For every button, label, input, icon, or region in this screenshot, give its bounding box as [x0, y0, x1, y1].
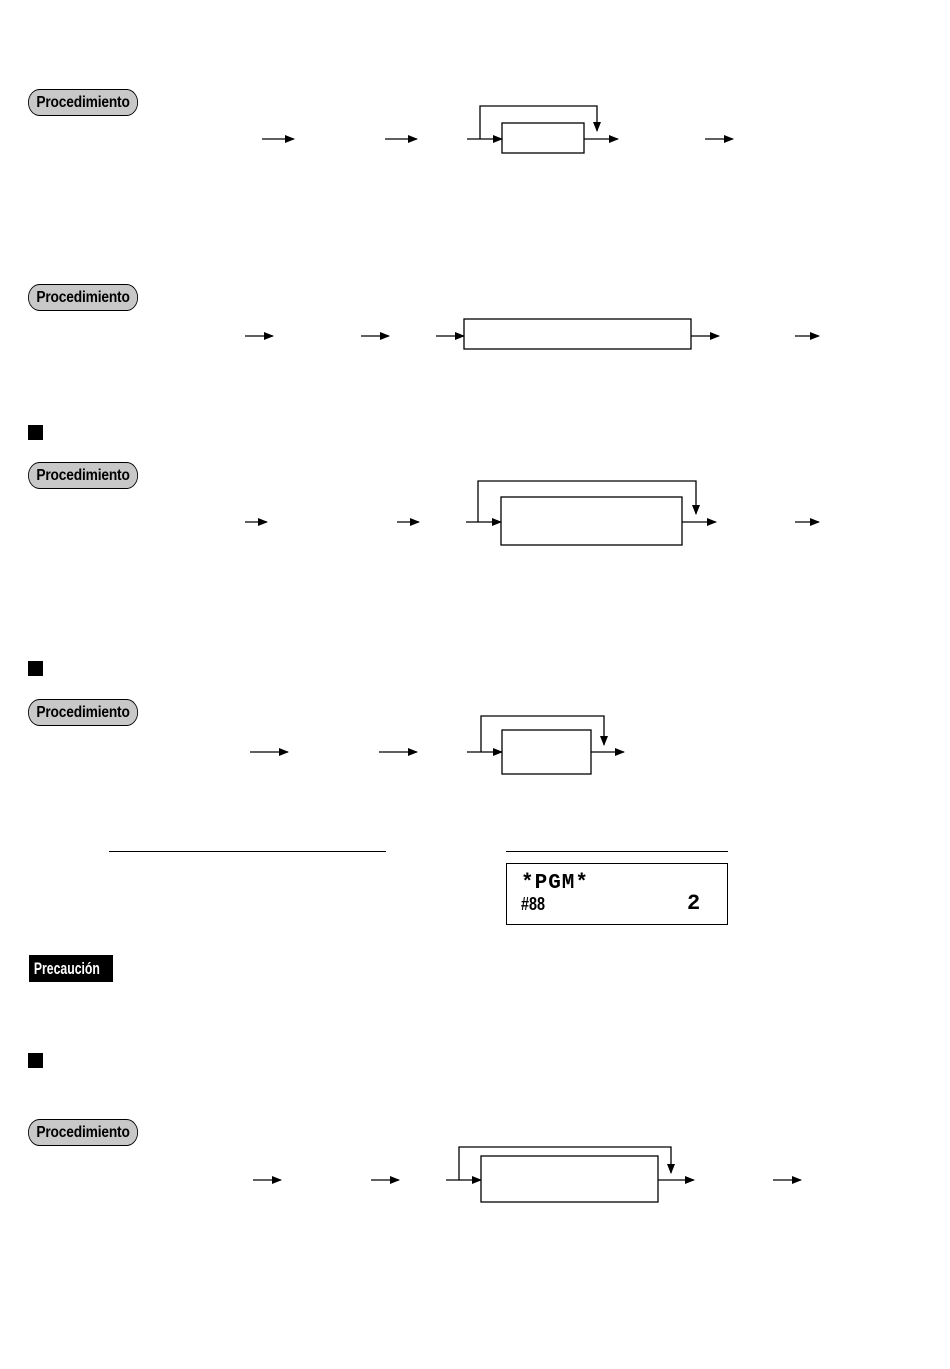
example-rule-left — [109, 851, 386, 852]
procedure-badge-2: Procedimiento — [28, 284, 138, 311]
flow-box — [481, 1156, 658, 1202]
flow-box — [502, 730, 591, 774]
section-bullet-3 — [28, 1053, 43, 1068]
loop-line — [459, 1147, 671, 1180]
loop-line — [478, 481, 696, 522]
flow-box — [502, 123, 584, 153]
display-line-1: *PGM* — [521, 872, 590, 895]
flow-box — [501, 497, 682, 545]
procedure-badge-4: Procedimiento — [28, 699, 138, 726]
loop-line — [481, 716, 604, 752]
flow-diagram-1 — [0, 100, 950, 180]
section-bullet-2 — [28, 661, 43, 676]
flow-diagram-2 — [0, 305, 950, 365]
display-line-2-left: #88 — [521, 894, 546, 914]
example-rule-right — [506, 851, 728, 852]
procedure-badge-3: Procedimiento — [28, 462, 138, 489]
caution-label: Precaución — [33, 958, 100, 978]
receipt-display — [506, 863, 728, 925]
flow-diagram-3 — [0, 475, 950, 555]
flow-box — [464, 319, 691, 349]
display-line-2-right: 2 — [687, 891, 701, 916]
flow-diagram-5 — [0, 1140, 950, 1220]
flow-diagram-4 — [0, 710, 950, 790]
procedure-badge-1: Procedimiento — [28, 89, 138, 116]
procedure-badge-5: Procedimiento — [28, 1119, 138, 1146]
section-bullet-1 — [28, 425, 43, 440]
caution-badge — [29, 955, 113, 982]
